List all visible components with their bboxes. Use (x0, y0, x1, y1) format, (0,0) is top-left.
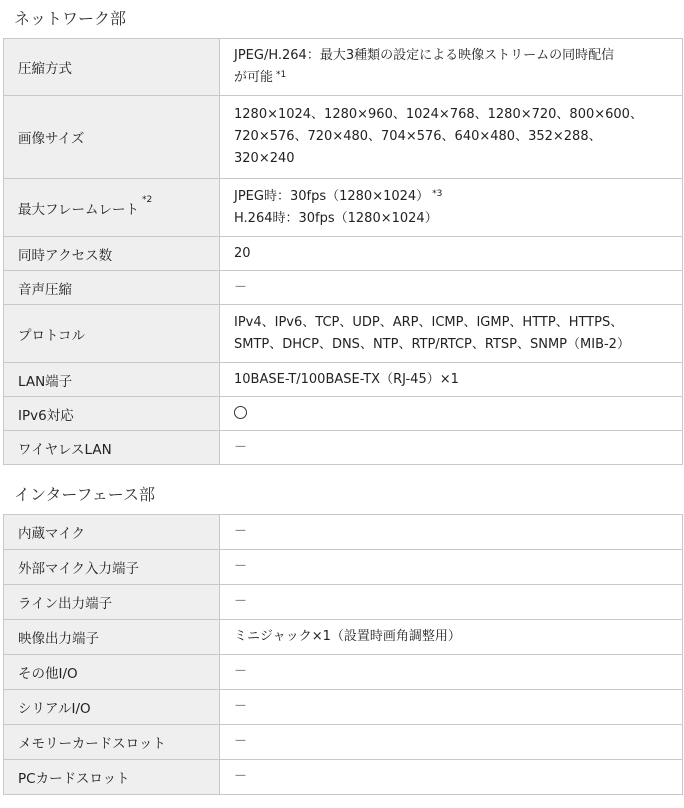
row-label: 映像出力端子 (4, 620, 220, 655)
value-line: 1280×1024、1280×960、1024×768、1280×720、800×600、 (234, 107, 643, 122)
table-row (4, 620, 683, 655)
value-line: が可能 (234, 70, 274, 85)
table-row (4, 271, 683, 305)
row-label: 内蔵マイク (4, 515, 220, 550)
row-label: LAN端子 (4, 363, 220, 397)
table-row (4, 760, 683, 795)
value-line: SMTP、DHCP、DNS、NTP、RTP/RTCP、RTSP、SNMP（MIB-2） (234, 336, 630, 352)
interface-section-title: インターフェース部 (14, 485, 155, 504)
row-value: － (220, 655, 683, 690)
table-row (4, 515, 683, 550)
row-value: － (220, 550, 683, 585)
table-row (4, 431, 683, 465)
row-label: ワイヤレスLAN (4, 431, 220, 465)
row-label: 外部マイク入力端子 (4, 550, 220, 585)
network-spec-table (3, 38, 683, 465)
row-value: － (220, 431, 683, 465)
row-label: 圧縮方式 (4, 39, 220, 96)
value-line: 720×576、720×480、704×576、640×480、352×288、 (234, 129, 602, 144)
table-row (4, 550, 683, 585)
row-value: － (220, 690, 683, 725)
table-row (4, 585, 683, 620)
table-row (4, 39, 683, 96)
row-value (220, 397, 683, 431)
row-value: ミニジャック×1（設置時画角調整用） (220, 620, 683, 655)
interface-spec-table (3, 514, 683, 795)
value-line: H.264時：30fps（1280×1024） (234, 210, 438, 226)
circle-mark-icon (234, 406, 247, 419)
row-label: シリアルI/O (4, 690, 220, 725)
row-value: － (220, 725, 683, 760)
row-value: － (220, 271, 683, 305)
table-row (4, 237, 683, 271)
table-row (4, 397, 683, 431)
row-value (220, 96, 683, 179)
row-label: 音声圧縮 (4, 271, 220, 305)
table-row (4, 96, 683, 179)
value-line: JPEG/H.264：最大3種類の設定による映像ストリームの同時配信 (234, 48, 615, 63)
row-label (4, 179, 220, 237)
footnote-mark: *3 (432, 188, 443, 199)
network-section-title: ネットワーク部 (14, 9, 127, 28)
footnote-mark: *2 (141, 194, 153, 205)
value-line: 320×240 (234, 151, 295, 166)
row-value: － (220, 760, 683, 795)
row-value (220, 305, 683, 363)
row-label: プロトコル (4, 305, 220, 363)
row-value: － (220, 515, 683, 550)
row-label: その他I/O (4, 655, 220, 690)
table-row (4, 655, 683, 690)
value-line: JPEG時：30fps（1280×1024） (234, 188, 430, 204)
value-line: IPv4、IPv6、TCP、UDP、ARP、ICMP、IGMP、HTTP、HTTPS、 (234, 314, 624, 330)
table-row (4, 690, 683, 725)
row-value: 20 (220, 237, 683, 271)
table-row (4, 363, 683, 397)
row-label: メモリーカードスロット (4, 725, 220, 760)
row-value (220, 179, 683, 237)
row-label: 画像サイズ (4, 96, 220, 179)
row-label: IPv6対応 (4, 397, 220, 431)
row-value: － (220, 585, 683, 620)
row-value: 10BASE-T/100BASE-TX（RJ-45）×1 (220, 363, 683, 397)
table-row (4, 725, 683, 760)
row-label: 同時アクセス数 (4, 237, 220, 271)
row-value (220, 39, 683, 96)
label-text: 最大フレームレート (18, 201, 139, 218)
row-label: ライン出力端子 (4, 585, 220, 620)
table-row (4, 179, 683, 237)
row-label: PCカードスロット (4, 760, 220, 795)
footnote-mark: *1 (276, 70, 287, 80)
table-row (4, 305, 683, 363)
